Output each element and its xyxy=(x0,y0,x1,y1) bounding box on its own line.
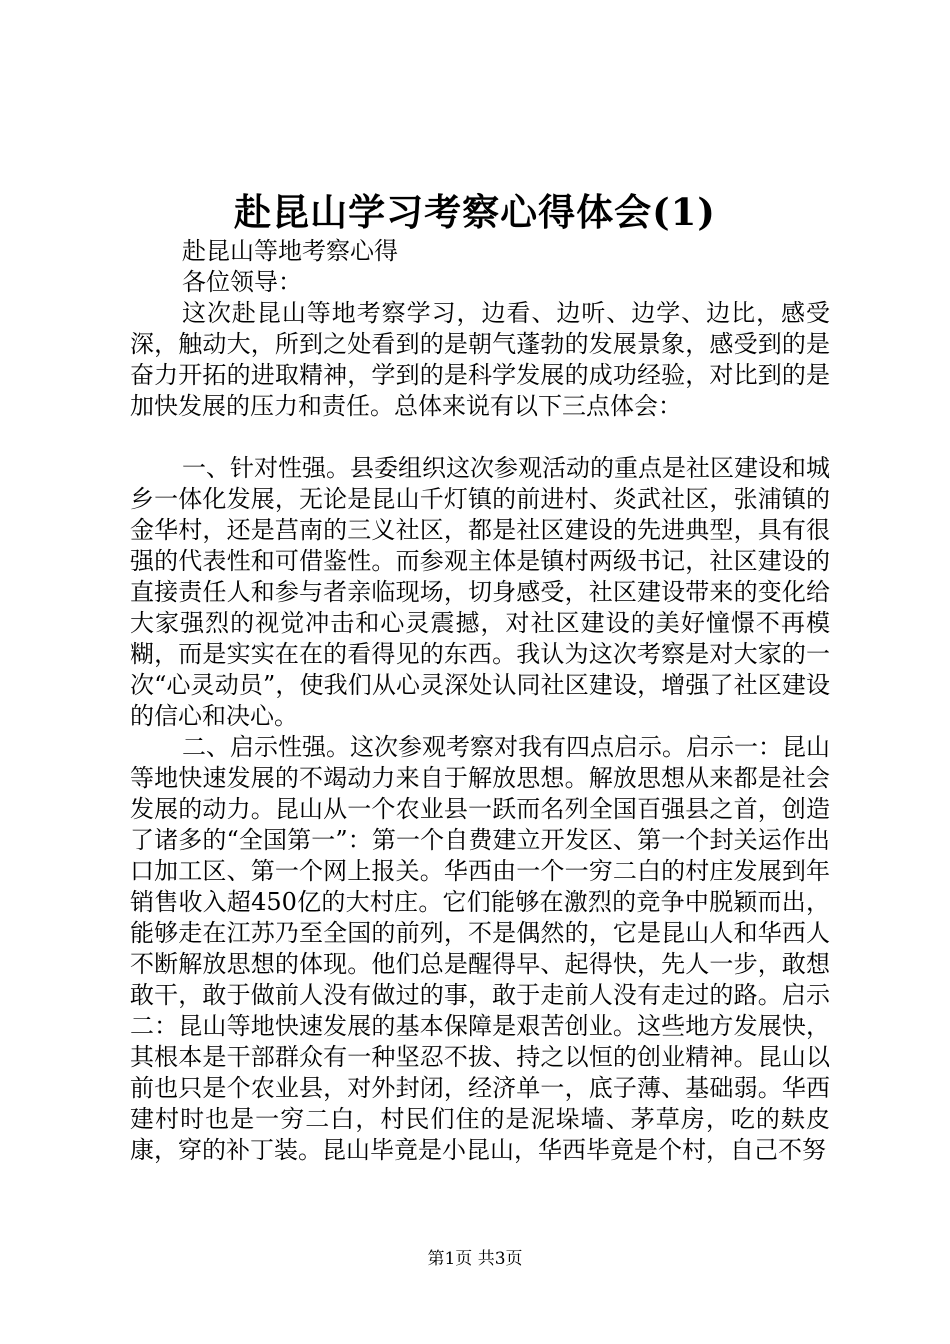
intro-paragraph: 这次赴昆山等地考察学习，边看、边听、边学、边比，感受深，触动大，所到之处看到的是朝气蓬勃的发展景象，感受到的是奋力开拓的进取精神，学到的是科学发展的成功经验，对比到的是加快发展的压力和责任。总体来说有以下三点体会： xyxy=(130,299,830,420)
document-title: 赴昆山学习考察心得体会(1) xyxy=(234,190,716,234)
subtitle-paragraph: 赴昆山等地考察心得 xyxy=(182,237,398,265)
point-one-paragraph: 一、针对性强。县委组织这次参观活动的重点是社区建设和城乡一体化发展，无论是昆山千灯镇的前进村、炎武社区，张浦镇的金华村，还是莒南的三义社区，都是社区建设的先进典型，具有很强的代表性和可借鉴性。而参观主体是镇村两级书记，社区建设的直接责任人和参与者亲临现场，切身感受，社区建设带来的变化给大家强烈的视觉冲击和心灵震撼，对社区建设的美好憧憬不再模糊，而是实实在在的看得见的东西。我认为这次考察是对大家的一次“心灵动员”，使我们从心灵深处认同社区建设，增强了社区建设的信心和决心。 xyxy=(130,454,830,730)
salutation-paragraph: 各位领导： xyxy=(182,268,302,296)
point-two-paragraph: 二、启示性强。这次参观考察对我有四点启示。启示一：昆山等地快速发展的不竭动力来自于解放思想。解放思想从来都是社会发展的动力。昆山从一个农业县一跃而名列全国百强县之首，创造了诸多的“全国第一”：第一个自费建立开发区、第一个封关运作出口加工区、第一个网上报关。华西由一个一穷二白的村庄发展到年销售收入超450亿的大村庄。它们能够在激烈的竞争中脱颖而出，能够走在江苏乃至全国的前列，不是偶然的，它是昆山人和华西人不断解放思想的体现。他们总是醒得早、起得快，先人一步，敢想敢干，敢于做前人没有做过的事，敢于走前人没有走过的路。启示二：昆山等地快速发展的基本保障是艰苦创业。这些地方发展快，其根本是干部群众有一种坚忍不拔、持之以恒的创业精神。昆山以前也只是个农业县，对外封闭，经济单一，底子薄、基础弱。华西建村时也是一穷二白，村民们住的是泥垛墙、茅草房，吃的麸皮康，穿的补丁装。昆山毕竟是小昆山，华西毕竟是个村，自己不努 xyxy=(130,733,830,1164)
page-number-footer: 第1页 共3页 xyxy=(427,1249,523,1269)
document-body xyxy=(130,236,830,1166)
